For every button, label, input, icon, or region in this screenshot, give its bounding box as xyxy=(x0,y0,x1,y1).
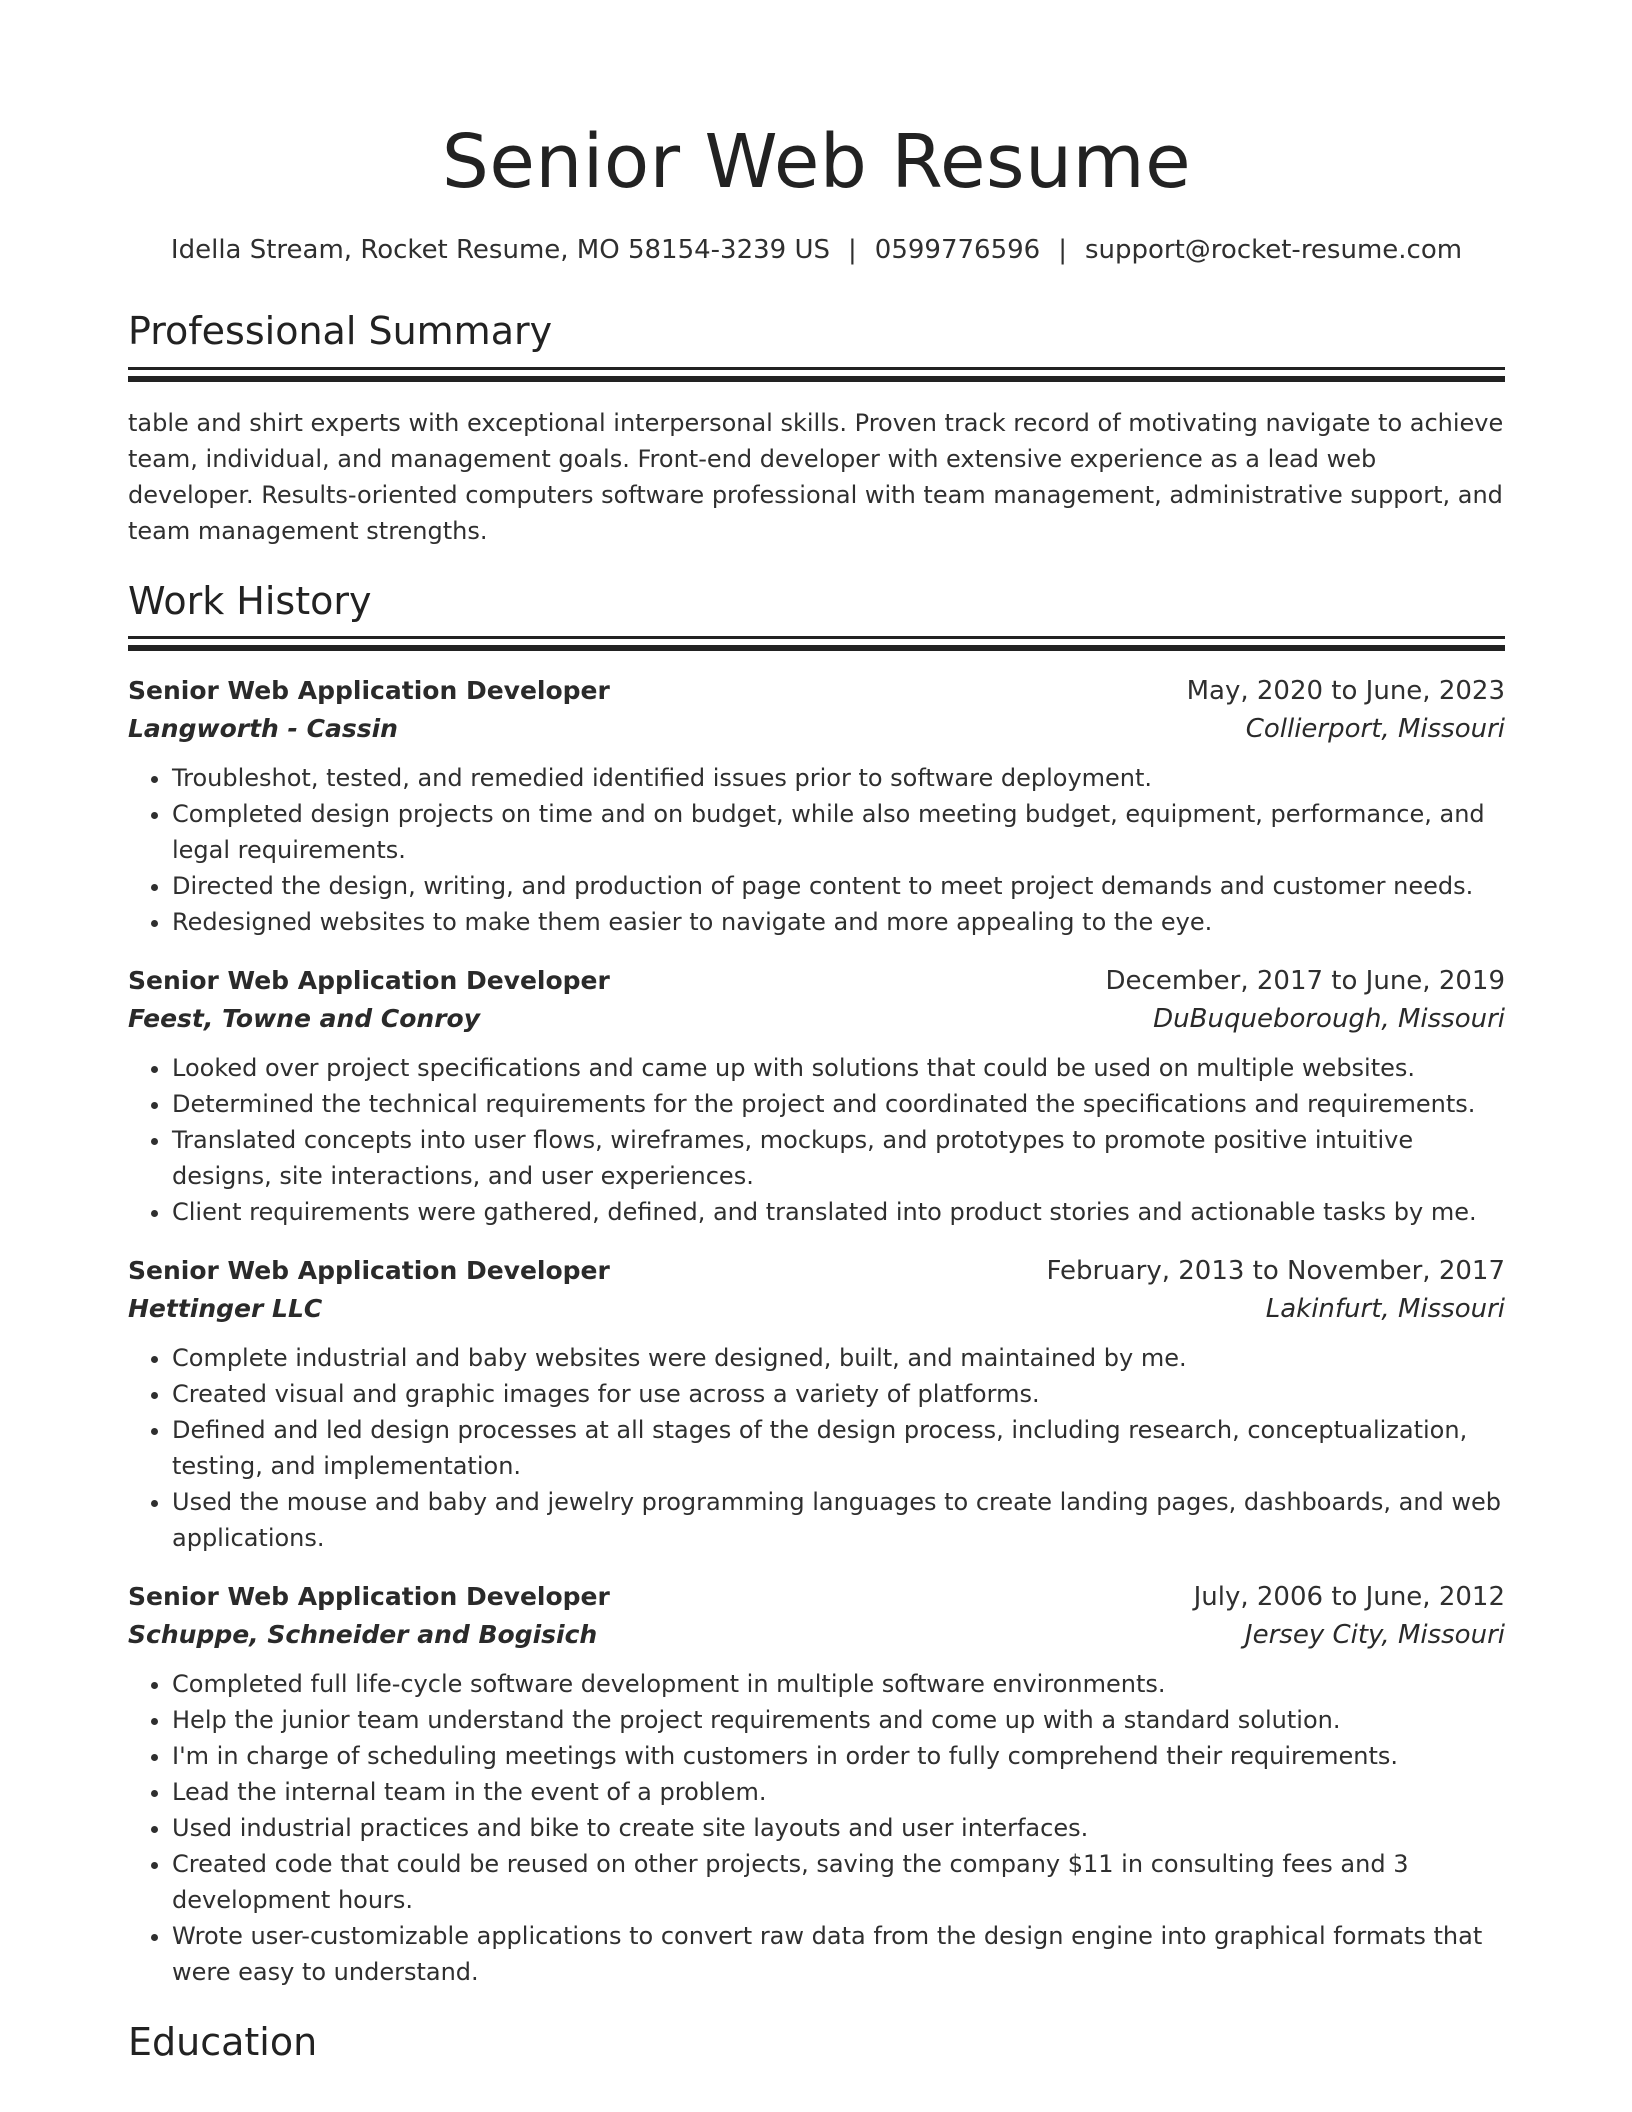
contact-line xyxy=(128,235,1505,265)
list-item: • Completed full life-cycle software development in multiple software environments. xyxy=(172,1666,1505,1702)
list-item: • Created code that could be reused on other projects, saving the company $11 in consulting fees and 3 development hours. xyxy=(172,1846,1505,1918)
job-header-row xyxy=(128,1252,1505,1290)
job-entry xyxy=(128,1578,1505,1990)
job-company: Schuppe, Schneider and Bogisich xyxy=(128,1620,598,1650)
list-item: • Help the junior team understand the project requirements and come up with a standard solution. xyxy=(172,1702,1505,1738)
job-title: Senior Web Application Developer xyxy=(128,1256,610,1286)
section-divider xyxy=(128,636,1505,639)
list-item: • Redesigned websites to make them easier to navigate and more appealing to the eye. xyxy=(172,904,1505,940)
contact-separator: | xyxy=(848,235,857,266)
list-item: • Used industrial practices and bike to create site layouts and user interfaces. xyxy=(172,1810,1505,1846)
job-company: Hettinger LLC xyxy=(128,1294,323,1324)
job-title: Senior Web Application Developer xyxy=(128,676,610,706)
contact-address: Idella Stream, Rocket Resume, MO 58154-3239 US xyxy=(170,235,831,266)
job-company-row xyxy=(128,1290,1505,1328)
job-company-row xyxy=(128,1000,1505,1038)
job-title: Senior Web Application Developer xyxy=(128,966,610,996)
contact-separator: | xyxy=(1058,235,1067,266)
job-bullets xyxy=(128,1666,1505,1990)
section-divider xyxy=(128,367,1505,370)
job-location: DuBuqueborough, Missouri xyxy=(1153,1004,1505,1035)
job-company-row xyxy=(128,1616,1505,1654)
list-item: • Defined and led design processes at all stages of the design process, including research, conceptualization, testing, and implementation. xyxy=(172,1412,1505,1484)
list-item: • Looked over project specifications and came up with solutions that could be used on multiple websites. xyxy=(172,1050,1505,1086)
job-company: Langworth - Cassin xyxy=(128,714,398,744)
contact-email: support@rocket-resume.com xyxy=(1084,235,1463,266)
job-dates: February, 2013 to November, 2017 xyxy=(1046,1256,1505,1287)
list-item: • Client requirements were gathered, defined, and translated into product stories and actionable tasks by me. xyxy=(172,1194,1505,1230)
list-item: • Determined the technical requirements for the project and coordinated the specifications and requirements. xyxy=(172,1086,1505,1122)
job-entry xyxy=(128,962,1505,1230)
job-location: Collierport, Missouri xyxy=(1245,714,1505,745)
job-bullets xyxy=(128,1050,1505,1230)
job-entry xyxy=(128,1252,1505,1556)
resume-name: Senior Web Resume xyxy=(441,119,1192,205)
list-item: • Translated concepts into user flows, wireframes, mockups, and prototypes to promote positive intuitive designs, site interactions, and user experiences. xyxy=(172,1122,1505,1194)
section-education xyxy=(128,2020,1505,2066)
job-dates: July, 2006 to June, 2012 xyxy=(1193,1582,1505,1613)
job-title: Senior Web Application Developer xyxy=(128,1582,610,1612)
list-item: • Completed design projects on time and on budget, while also meeting budget, equipment, performance, and legal requirements. xyxy=(172,796,1505,868)
job-company-row xyxy=(128,710,1505,748)
list-item: • Troubleshot, tested, and remedied identified issues prior to software deployment. xyxy=(172,760,1505,796)
section-title: Work History xyxy=(128,578,372,623)
job-entry xyxy=(128,672,1505,940)
list-item: • Directed the design, writing, and production of page content to meet project demands and customer needs. xyxy=(172,868,1505,904)
job-dates: December, 2017 to June, 2019 xyxy=(1105,966,1505,997)
list-item: • I'm in charge of scheduling meetings with customers in order to fully comprehend their requirements. xyxy=(172,1738,1505,1774)
summary-text: table and shirt experts with exceptional interpersonal skills. Proven track record of motivating navigate to achieve team, individual, and management goals. Front-end developer with extensive experience as a lead web developer. Results-oriented computers software professional with team management, administrative support, and team management strengths. xyxy=(128,408,1504,545)
list-item: • Complete industrial and baby websites were designed, built, and maintained by me. xyxy=(172,1340,1505,1376)
list-item: • Created visual and graphic images for use across a variety of platforms. xyxy=(172,1376,1505,1412)
job-dates: May, 2020 to June, 2023 xyxy=(1186,676,1505,707)
section-title: Education xyxy=(128,2020,318,2065)
contact-phone: 0599776596 xyxy=(874,235,1041,266)
job-header-row xyxy=(128,672,1505,710)
job-list xyxy=(128,672,1505,1990)
job-bullets xyxy=(128,760,1505,940)
job-header-row xyxy=(128,962,1505,1000)
list-item: • Used the mouse and baby and jewelry programming languages to create landing pages, dashboards, and web applications. xyxy=(172,1484,1505,1556)
job-location: Jersey City, Missouri xyxy=(1244,1620,1505,1651)
section-title: Professional Summary xyxy=(128,309,553,354)
section-work-history xyxy=(128,579,1505,1991)
job-bullets xyxy=(128,1340,1505,1556)
list-item: • Lead the internal team in the event of a problem. xyxy=(172,1774,1505,1810)
job-location: Lakinfurt, Missouri xyxy=(1265,1294,1505,1325)
job-company: Feest, Towne and Conroy xyxy=(128,1004,481,1034)
job-header-row xyxy=(128,1578,1505,1616)
list-item: • Wrote user-customizable applications to convert raw data from the design engine into graphical formats that were easy to understand. xyxy=(172,1918,1505,1990)
section-professional-summary xyxy=(128,309,1505,549)
